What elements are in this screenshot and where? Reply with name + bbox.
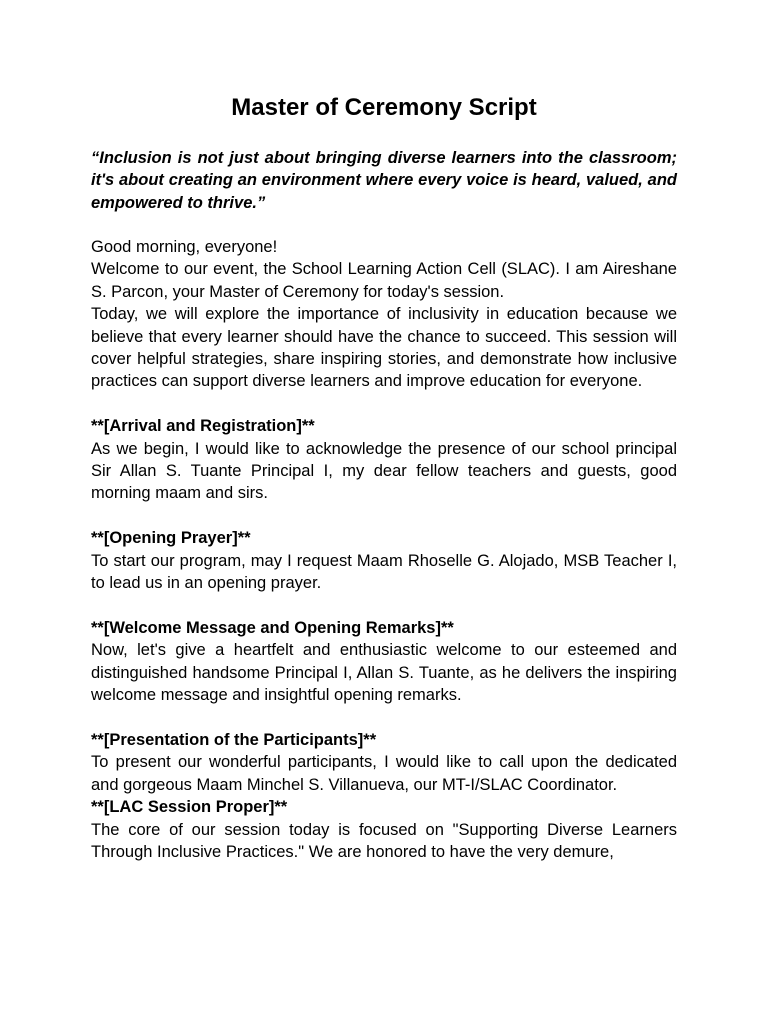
section-heading-welcome: **[Welcome Message and Opening Remarks]** bbox=[91, 618, 454, 637]
greeting-paragraph: Good morning, everyone! bbox=[91, 238, 278, 256]
spacer bbox=[91, 594, 677, 616]
section-heading-participants: **[Presentation of the Participants]** bbox=[91, 730, 377, 749]
document-title: Master of Ceremony Script bbox=[231, 94, 537, 121]
section-heading-arrival: **[Arrival and Registration]** bbox=[91, 417, 315, 436]
section-text-welcome: Now, let's give a heartfelt and enthusiastic welcome to our esteemed and distinguished handsome Principal I, Allan S. Tuante, as he delivers the inspiring welcome message and insightful opening remarks. bbox=[91, 641, 677, 705]
section-text-arrival: As we begin, I would like to acknowledge the presence of our school principal Sir Allan S. Tuante Principal I, my dear fellow teachers and guests, good morning maam and sirs. bbox=[91, 439, 677, 503]
opening-quote: “Inclusion is not just about bringing diverse learners into the classroom; it's about creating an environment where every voice is heard, valued, and empowered to thrive.” bbox=[91, 149, 677, 212]
script-body bbox=[91, 236, 677, 863]
section-text-lac-session: The core of our session today is focused on "Supporting Diverse Learners Through Inclusive Practices." We are honored to have the very demure, bbox=[91, 820, 677, 861]
welcome-paragraph: Welcome to our event, the School Learning Action Cell (SLAC). I am Aireshane S. Parcon, your Master of Ceremony for today's session. bbox=[91, 260, 677, 301]
spacer bbox=[91, 393, 677, 415]
section-text-prayer: To start our program, may I request Maam Rhoselle G. Alojado, MSB Teacher I, to lead us in an opening prayer. bbox=[91, 551, 677, 593]
spacer bbox=[91, 505, 677, 527]
intro-paragraph: Today, we will explore the importance of inclusivity in education because we believe that every learner should have the chance to succeed. This session will cover helpful strategies, share inspiring stories, and demonstrate how inclusive practices can support diverse learners and improve education for everyone. bbox=[91, 305, 677, 391]
section-heading-prayer: **[Opening Prayer]** bbox=[91, 529, 251, 548]
section-heading-lac-session: **[LAC Session Proper]** bbox=[91, 798, 288, 817]
spacer bbox=[91, 706, 677, 728]
section-text-participants: To present our wonderful participants, I would like to call upon the dedicated and gorgeous Maam Minchel S. Villanueva, our MT-I/SLAC Coordinator. bbox=[91, 753, 677, 794]
